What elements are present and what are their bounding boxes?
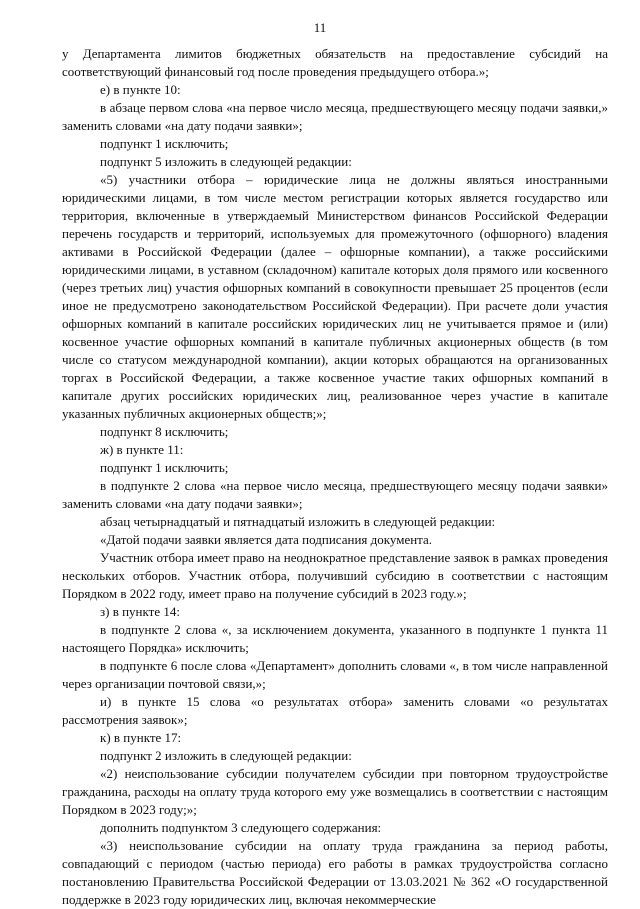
paragraph-item-z: з) в пункте 14:	[100, 604, 180, 619]
paragraph: Участник отбора имеет право на неоднократное представление заявок в рамках проведения нескольких отборов. Участник отбора, получивший субсидию в соответствии с настоящим Порядком в 2022 году, имеет право на получение субсидий в 2023 году.»;	[62, 550, 608, 601]
paragraph-quote-subitem-2: «2) неиспользование субсидии получателем субсидии при повторном трудоустройстве гражданина, расходы на оплату труда которого ему уже возмещались в соответствии с настоящим Порядком в 2023 году;»;	[62, 766, 608, 817]
paragraph-quote-subitem-3: «3) неиспользование субсидии на оплату труда гражданина за период работы, совпадающий с периодом (частью периода) его работы в рамках трудоустройства согласно постановлению Правительства Российской Федерации от 13.03.2021 № 362 «О государственной поддержке в 2023 году юридических лиц, включая некоммерческие	[62, 838, 608, 907]
paragraph-quote: «Датой подачи заявки является дата подписания документа.	[100, 532, 433, 547]
paragraph-item-e: е) в пункте 10:	[100, 82, 181, 97]
paragraph: в подпункте 6 после слова «Департамент» дополнить словами «, в том числе направленной через организации почтовой связи,»;	[62, 658, 608, 691]
paragraph-continuation: у Департамента лимитов бюджетных обязательств на предоставление субсидий на соответствующий финансовый год после проведения предыдущего отбора.»;	[62, 46, 608, 79]
paragraph: подпункт 8 исключить;	[100, 424, 229, 439]
paragraph: в подпункте 2 слова «, за исключением документа, указанного в подпункте 1 пункта 11 настоящего Порядка» исключить;	[62, 622, 608, 655]
paragraph: в подпункте 2 слова «на первое число месяца, предшествующего месяцу подачи заявки» заменить словами «на дату подачи заявки»;	[62, 478, 608, 511]
paragraph: дополнить подпунктом 3 следующего содержания:	[100, 820, 382, 835]
paragraph: в абзаце первом слова «на первое число месяца, предшествующего месяцу подачи заявки,» заменить словами «на дату подачи заявки»;	[62, 100, 608, 133]
paragraph: подпункт 1 исключить;	[100, 460, 229, 475]
paragraph-item-zh: ж) в пункте 11:	[100, 442, 184, 457]
paragraph: абзац четырнадцатый и пятнадцатый изложить в следующей редакции:	[100, 514, 496, 529]
paragraph: подпункт 1 исключить;	[100, 136, 229, 151]
paragraph: подпункт 5 изложить в следующей редакции:	[100, 154, 352, 169]
document-body	[62, 45, 608, 909]
paragraph-item-k: к) в пункте 17:	[100, 730, 182, 745]
page-number: 11	[313, 20, 327, 35]
paragraph: подпункт 2 изложить в следующей редакции:	[100, 748, 352, 763]
paragraph-item-i: и) в пункте 15 слова «о результатах отбора» заменить словами «о результатах рассмотрения заявок»;	[62, 694, 608, 727]
paragraph-quote-subitem-5: «5) участники отбора – юридические лица не должны являться иностранными юридическими лицами, в том числе местом регистрации которых является государство или территория, включенные в утверждаемый Министерством финансов Российской Федерации перечень государств и территорий, используемых для промежуточного (офшорного) владения активами в Российской Федерации (далее – офшорные компании), а также российскими юридическими лицами, в уставном (складочном) капитале которых доля прямого или косвенного (через третьих лиц) участия офшорных компаний в совокупности превышает 25 процентов (если иное не предусмотрено законодательством Российской Федерации). При расчете доли участия офшорных компаний в капитале российских юридических лиц не учитывается прямое и (или) косвенное участие офшорных компаний в капитале публичных акционерных обществ (в том числе со статусом международной компании), акции которых обращаются на организованных торгах в Российской Федерации, а также косвенное участие таких офшорных компаний в капитале других российских юридических лиц, реализованное через участие в капитале указанных публичных акционерных обществ;»;	[62, 172, 608, 421]
